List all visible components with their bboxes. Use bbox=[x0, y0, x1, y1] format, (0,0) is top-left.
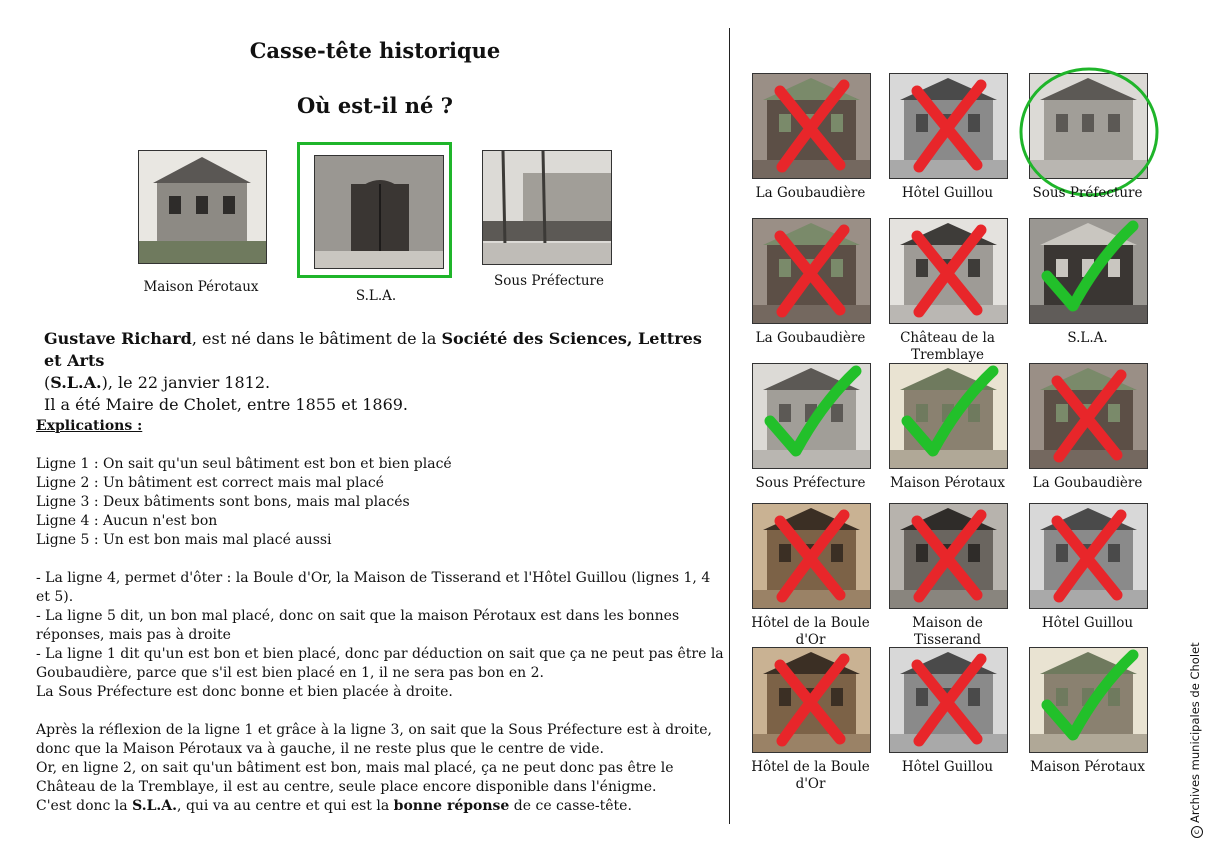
question: Où est-il né ? bbox=[297, 93, 453, 118]
grid-caption: La Goubaudière bbox=[1032, 475, 1143, 491]
choice-photo-maison-perotaux bbox=[138, 150, 267, 264]
final-part: , qui va au centre et qui est la bbox=[177, 798, 394, 814]
grid-caption: La Goubaudière bbox=[755, 330, 866, 346]
choice-photo-sla bbox=[314, 155, 444, 269]
final-part: de ce casse-tête. bbox=[509, 798, 632, 814]
grid-photo bbox=[752, 218, 871, 324]
final-part: bonne réponse bbox=[393, 798, 510, 814]
conclusion: Or, en ligne 2, on sait qu'un bâtiment est bon, mais mal placé, ça ne peut donc pas être le Château de la Tremblaye, il est au centre, seule place encore disponible dans l'énigme. bbox=[36, 760, 674, 795]
deduction: - La ligne 1 dit qu'un est bon et bien placé, donc par déduction on sait que ça ne peut pas être la Goubaudière, parce que s'il est bien placé en 1, il ne sera pas bon en 2. bbox=[36, 646, 724, 681]
rule-line: Ligne 3 : Deux bâtiments sont bons, mais mal placés bbox=[36, 494, 410, 510]
grid-photo bbox=[889, 503, 1008, 609]
copyright-icon: c bbox=[1191, 826, 1203, 838]
grid-photo bbox=[1029, 363, 1148, 469]
choice-label-1: Maison Pérotaux bbox=[143, 279, 259, 295]
person-name: Gustave Richard bbox=[44, 329, 192, 348]
column-divider bbox=[729, 28, 730, 824]
page-title: Casse-tête historique bbox=[249, 38, 501, 63]
choice-photo-sous-prefecture bbox=[482, 150, 612, 265]
deduction: - La ligne 4, permet d'ôter : la Boule d'Or, la Maison de Tisserand et l'Hôtel Guillou (lignes 1, 4 et 5). bbox=[36, 570, 711, 605]
final-part: S.L.A. bbox=[132, 798, 178, 814]
grid-caption: Hôtel Guillou bbox=[901, 185, 994, 201]
grid-caption: Hôtel Guillou bbox=[901, 759, 994, 775]
grid-caption: Hôtel de la Boule d'Or bbox=[751, 615, 870, 648]
rule-line: Ligne 2 : Un bâtiment est correct mais mal placé bbox=[36, 475, 384, 491]
explanations bbox=[36, 417, 726, 816]
conclusion: Après la réflexion de la ligne 1 et grâce à la ligne 3, on sait que la Sous Préfecture est à droite, donc que la Maison Pérotaux va à gauche, il ne reste plus que le centre de vide. bbox=[36, 722, 712, 757]
final-part: C'est donc la bbox=[36, 798, 133, 814]
intro-line-2: Il a été Maire de Cholet, entre 1855 et 1869. bbox=[44, 395, 409, 414]
grid-caption: Hôtel Guillou bbox=[1041, 615, 1134, 631]
society-name: Société des Sciences, Lettres et Arts bbox=[44, 329, 702, 370]
grid-caption: Maison Pérotaux bbox=[889, 475, 1006, 491]
choice-label-3: Sous Préfecture bbox=[494, 273, 604, 289]
rule-line: Ligne 4 : Aucun n'est bon bbox=[36, 513, 218, 529]
society-abbr: S.L.A. bbox=[50, 373, 102, 392]
rule-line: Ligne 1 : On sait qu'un seul bâtiment est bon et bien placé bbox=[36, 456, 452, 472]
credit-text: Archives municipales de Cholet bbox=[1188, 642, 1202, 823]
grid-photo bbox=[1029, 647, 1148, 753]
final-sentence bbox=[36, 797, 726, 816]
grid-photo bbox=[1029, 218, 1148, 324]
intro-part: ( bbox=[44, 373, 51, 392]
grid-caption: S.L.A. bbox=[1067, 330, 1108, 346]
rule-line: Ligne 5 : Un est bon mais mal placé aussi bbox=[36, 532, 332, 548]
explanations-heading: Explications : bbox=[36, 418, 143, 434]
credit bbox=[1188, 642, 1203, 838]
grid-caption: La Goubaudière bbox=[755, 185, 866, 201]
grid-photo bbox=[752, 363, 871, 469]
deduction: La Sous Préfecture est donc bonne et bien placée à droite. bbox=[36, 684, 453, 700]
grid-caption: Hôtel de la Boule d'Or bbox=[751, 759, 870, 792]
grid-photo bbox=[752, 503, 871, 609]
grid-photo bbox=[1029, 73, 1148, 179]
grid-caption: Maison de Tisserand bbox=[912, 615, 983, 648]
intro-text bbox=[44, 328, 724, 416]
grid-caption: Château de la Tremblaye bbox=[900, 330, 995, 363]
grid-caption: Sous Préfecture bbox=[1032, 185, 1143, 201]
grid-photo bbox=[889, 647, 1008, 753]
grid-photo bbox=[752, 647, 871, 753]
grid-photo bbox=[752, 73, 871, 179]
choice-label-2: S.L.A. bbox=[355, 288, 397, 304]
grid-photo bbox=[889, 218, 1008, 324]
grid-photo bbox=[889, 73, 1008, 179]
grid-photo bbox=[1029, 503, 1148, 609]
grid-photo bbox=[889, 363, 1008, 469]
intro-part: , est né dans le bâtiment de la bbox=[191, 329, 442, 348]
grid-caption: Maison Pérotaux bbox=[1029, 759, 1146, 775]
intro-part: ), le 22 janvier 1812. bbox=[101, 373, 271, 392]
grid-caption: Sous Préfecture bbox=[755, 475, 866, 491]
deduction: - La ligne 5 dit, un bon mal placé, donc on sait que la maison Pérotaux est dans les bonnes réponses, mais pas à droite bbox=[36, 608, 680, 643]
